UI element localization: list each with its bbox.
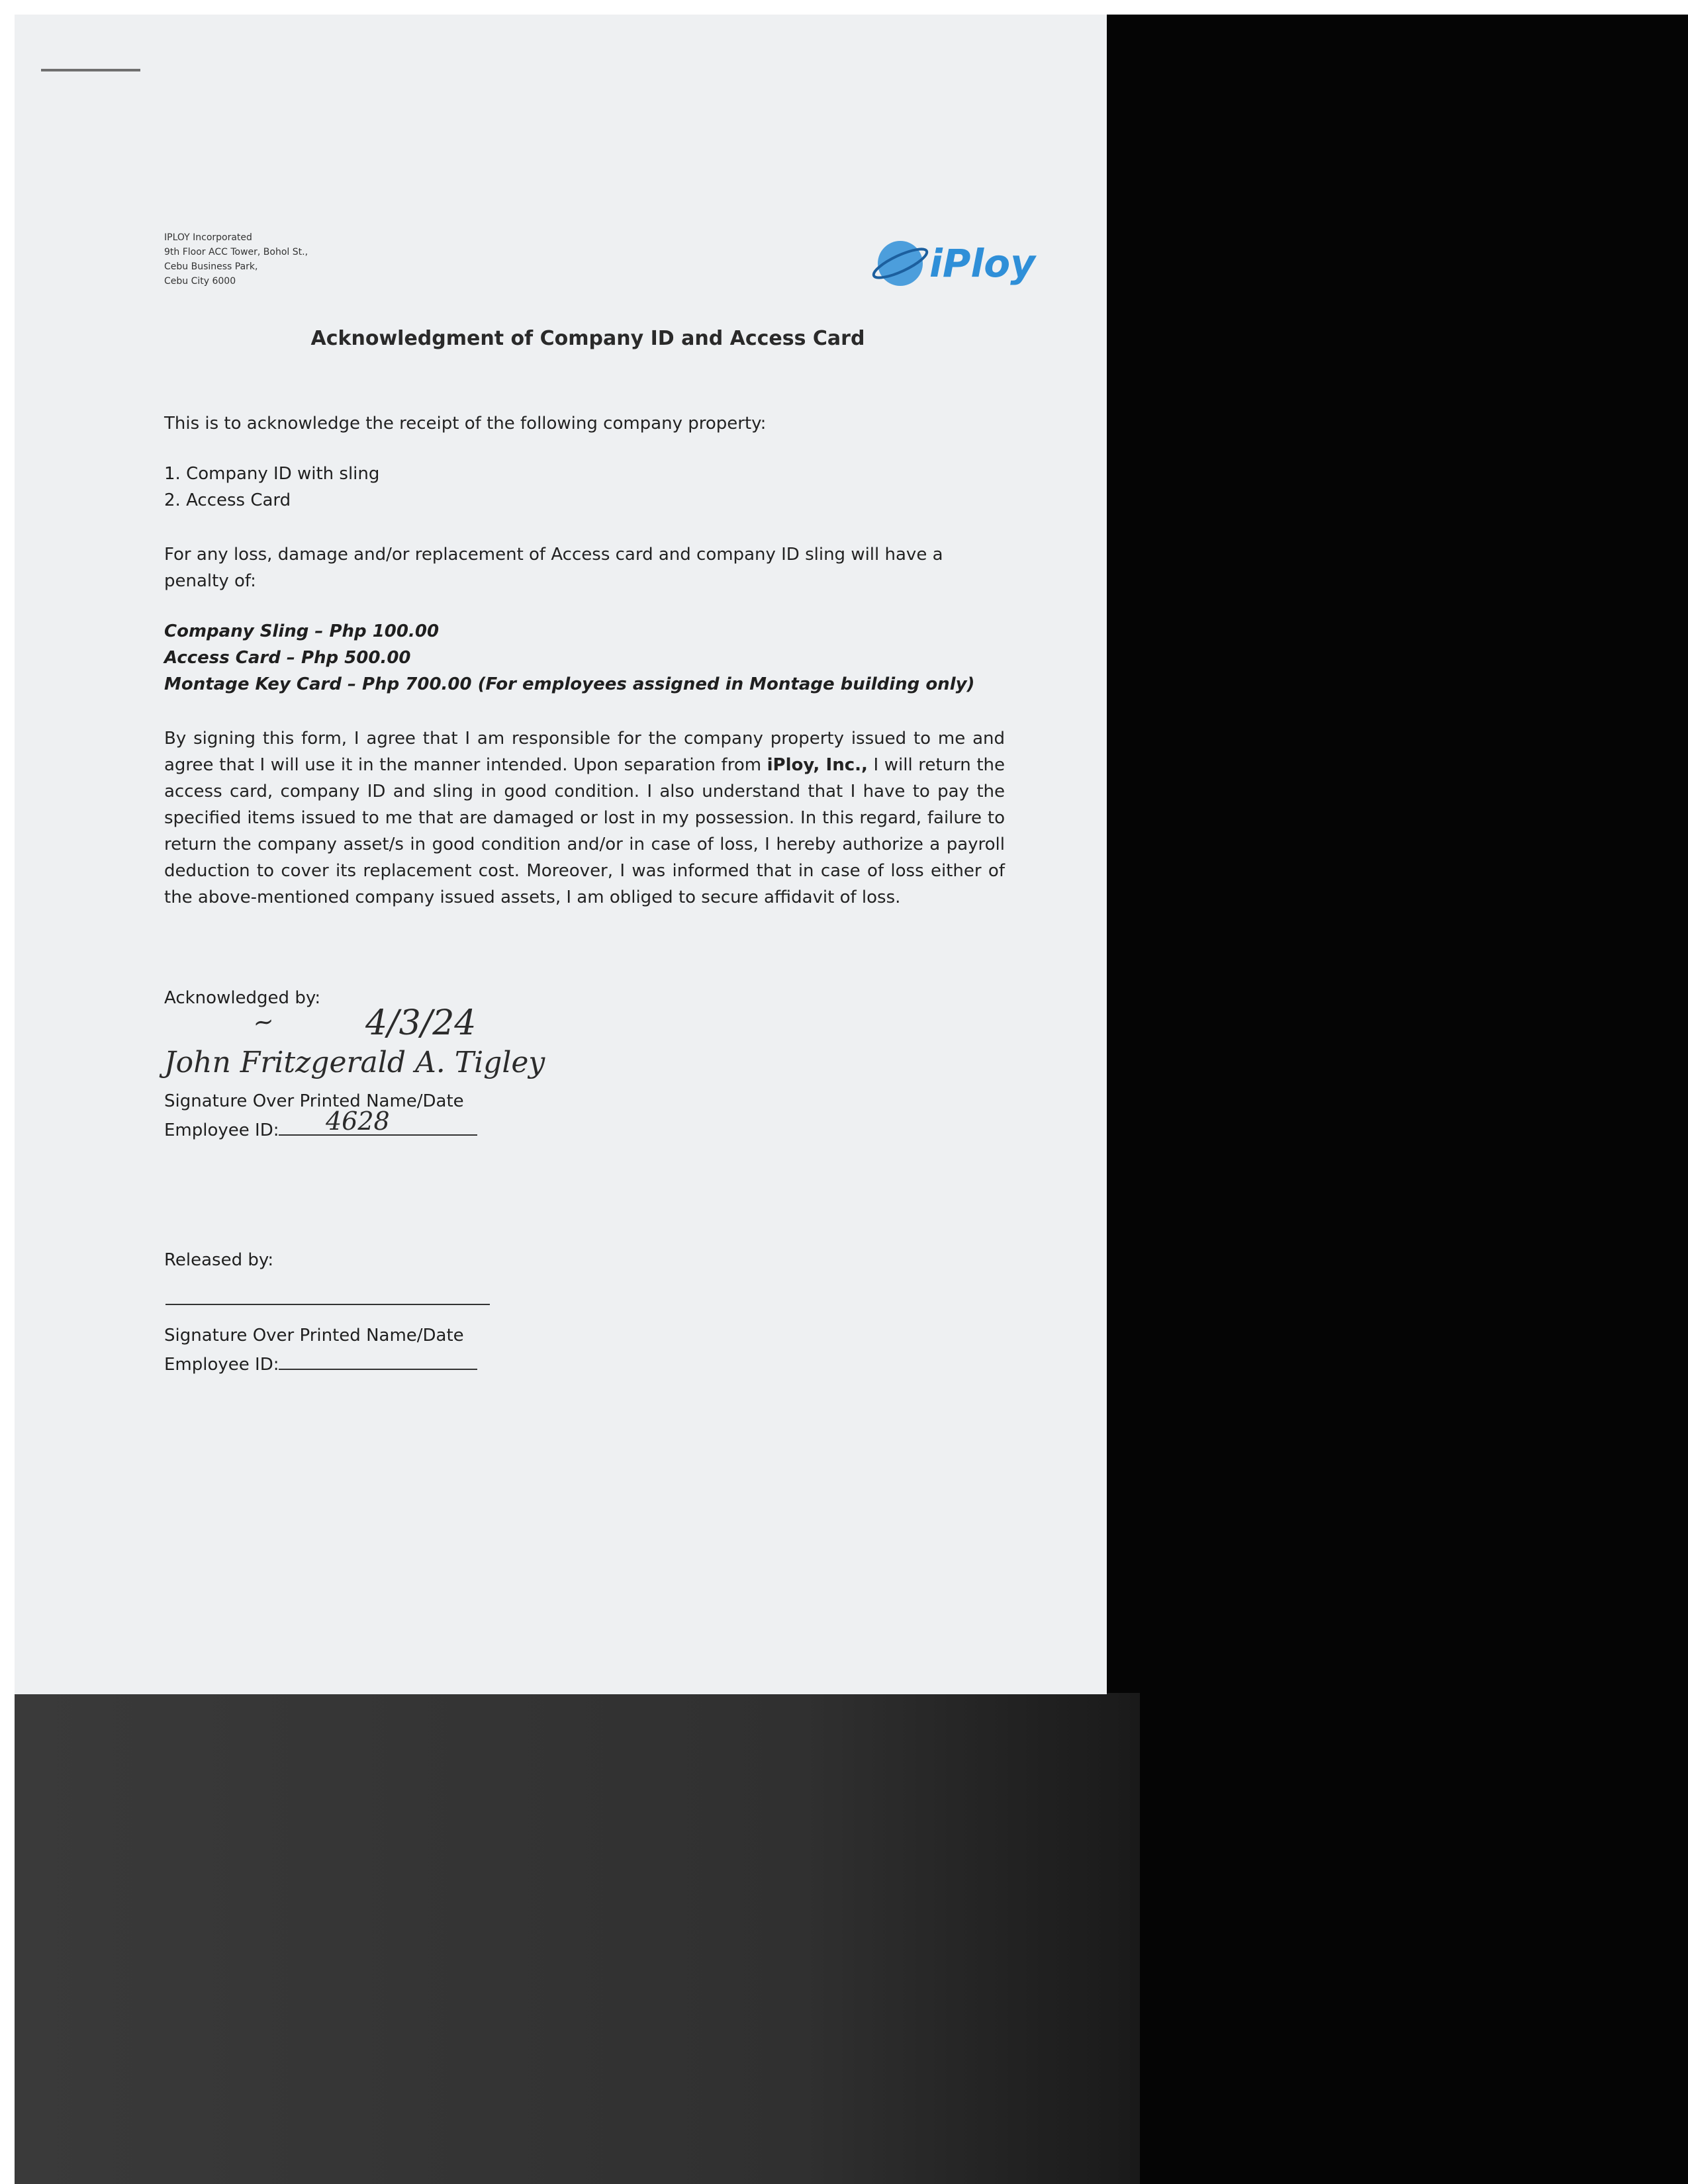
- company-address: [164, 230, 308, 289]
- employee-id-label: Employee ID:: [164, 1355, 279, 1375]
- list-item: 2. Access Card: [164, 490, 291, 510]
- address-line: Cebu Business Park,: [164, 261, 258, 272]
- penalty-item: Access Card – Php 500.00: [164, 648, 411, 668]
- document-page: [15, 15, 1107, 1694]
- released-by-label: Released by:: [164, 1250, 274, 1270]
- scan-mark: [41, 69, 140, 71]
- company-name: iPloy, Inc.,: [767, 755, 868, 775]
- employee-id-label: Employee ID:: [164, 1120, 279, 1140]
- acknowledged-employee-id: [164, 1115, 477, 1144]
- released-signature-caption: Signature Over Printed Name/Date: [164, 1326, 464, 1345]
- logo-text: iPloy: [929, 241, 1035, 286]
- released-signature-line: [165, 1304, 490, 1305]
- employee-id-line: [279, 1349, 477, 1370]
- iploy-logo: [868, 225, 1067, 304]
- document-title: Acknowledgment of Company ID and Access Card: [310, 327, 865, 350]
- released-employee-id: [164, 1349, 477, 1378]
- intro-paragraph: This is to acknowledge the receipt of the following company property:: [164, 414, 767, 433]
- scanner-background-bottom: [15, 1693, 1140, 2184]
- penalty-list: [164, 618, 974, 698]
- acknowledged-signature-caption: Signature Over Printed Name/Date: [164, 1091, 464, 1111]
- agreement-text-start: By signing this form, I agree that I am responsible for the company property issued to me and agree that I will use it in the manner intended. Upon separation from: [164, 729, 1005, 775]
- acknowledged-by-label: Acknowledged by:: [164, 988, 321, 1008]
- agreement-paragraph: [164, 725, 1005, 911]
- agreement-text-end: I will return the access card, company ID and sling in good condition. I also understand that I have to pay the specified items issued to me that are damaged or lost in my possession. In this regard, failure to return the company asset/s in good condition and/or in case of loss, I hereby authorize a payroll deduction to cover its replacement cost. Moreover, I was informed that in case of loss either of the above-mentioned company issued assets, I am obliged to secure affidavit of loss.: [164, 755, 1005, 907]
- address-line: IPLOY Incorporated: [164, 232, 252, 243]
- address-line: Cebu City 6000: [164, 276, 236, 287]
- handwritten-name: John Fritzgerald A. Tigley: [164, 1046, 545, 1079]
- penalty-item: Montage Key Card – Php 700.00 (For employees assigned in Montage building only): [164, 674, 975, 694]
- list-item: 1. Company ID with sling: [164, 464, 380, 484]
- scanner-background-right: [1092, 15, 1688, 2184]
- property-list: [164, 461, 379, 514]
- loss-paragraph: For any loss, damage and/or replacement of Access card and company ID sling will have a penalty of:: [164, 545, 943, 591]
- signature-initials: ~: [251, 1005, 276, 1038]
- penalty-item: Company Sling – Php 100.00: [164, 621, 440, 641]
- address-line: 9th Floor ACC Tower, Bohol St.,: [164, 247, 308, 257]
- handwritten-date: 4/3/24: [365, 1003, 477, 1043]
- handwritten-employee-id: 4628: [326, 1107, 390, 1136]
